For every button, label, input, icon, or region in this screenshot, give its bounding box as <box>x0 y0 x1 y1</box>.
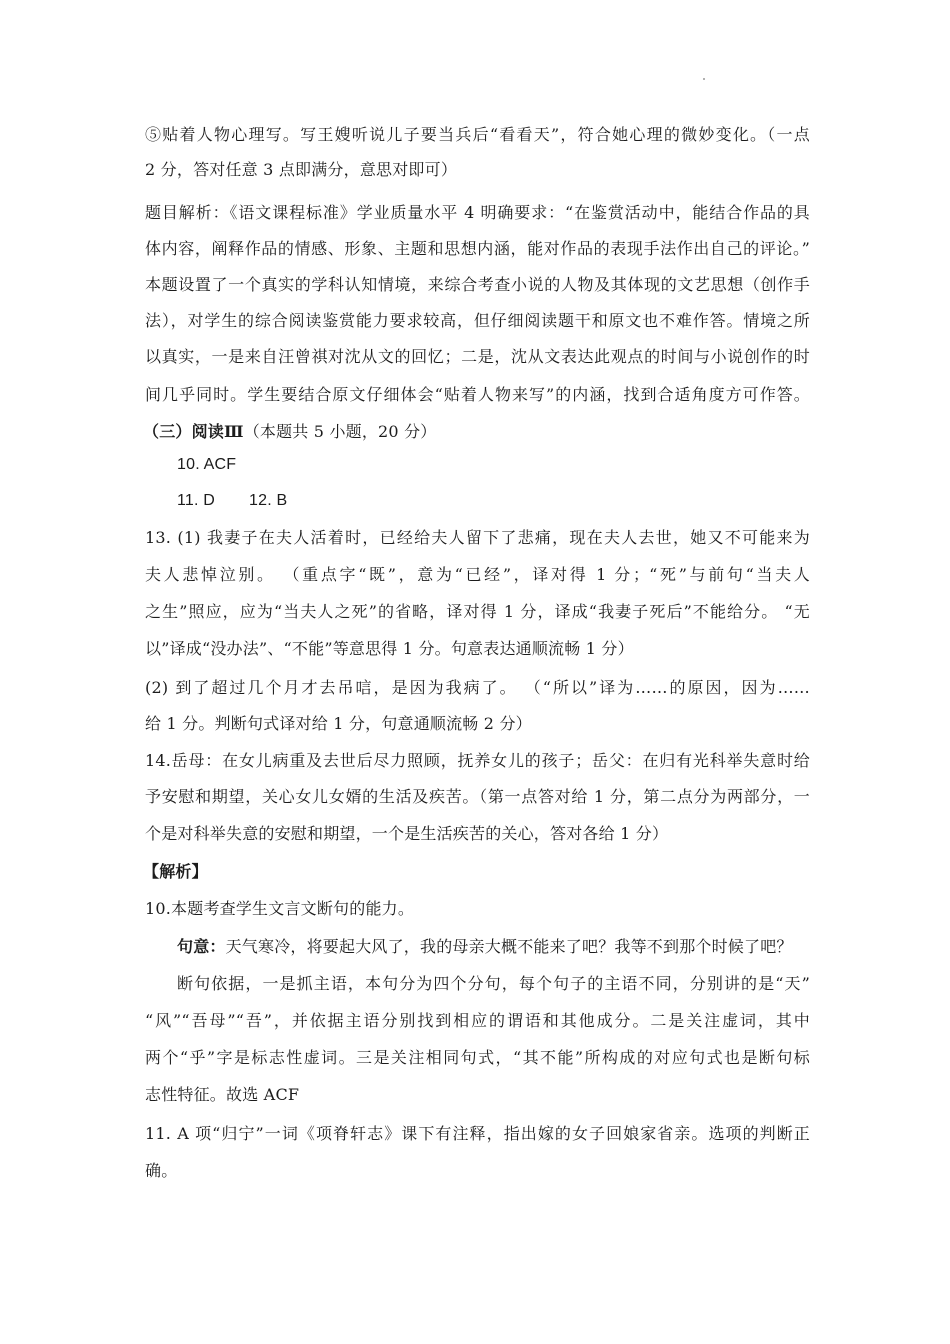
answer-13-line: (2) 到了超过几个月才去吊唁，是因为我病了。 （“所以”译为……的原因，因为…… <box>145 678 810 697</box>
answer-11: 11. D <box>177 492 216 509</box>
section-note: （本题共 5 小题，20 分） <box>243 422 437 441</box>
answer-13-line: 之生”照应，应为“当夫人之死”的省略，译对得 1 分，译成“我妻子死后”不能给分。 “无 <box>145 602 810 621</box>
analysis-11-line: 11. A 项“归宁”一词《项脊轩志》课下有注释，指出嫁的女子回娘家省亲。选项的判断正 <box>145 1124 810 1143</box>
answer-12: 12. B <box>249 492 288 509</box>
answer-13-line: 夫人悲悼泣别。 （重点字“既”，意为“已经”，译对得 1 分；“死”与前句“当夫人 <box>145 565 810 584</box>
answer-13-line: 给 1 分。判断句式译对给 1 分，句意通顺流畅 2 分） <box>145 714 532 733</box>
analysis-line: 志性特征。故选 ACF <box>145 1085 300 1104</box>
analysis-heading: 【解析】 <box>143 862 208 881</box>
analysis-line: 本题设置了一个真实的学科认知情境，来综合考查小说的人物及其体现的文艺思想（创作手 <box>145 275 810 294</box>
section-heading: （三）阅读Ⅲ <box>143 422 244 441</box>
answer-14-line: 予安慰和期望，关心女儿女婿的生活及疾苦。（第一点答对给 1 分，第二点分为两部分，一 <box>145 787 810 806</box>
answer-line: 2 分，答对任意 3 点即满分，意思对即可） <box>145 160 458 179</box>
scan-speck <box>703 78 705 80</box>
analysis-line: “风”“吾母”“吾”，并依据主语分别找到相应的谓语和其他成分。二是关注虚词，其中 <box>145 1011 810 1030</box>
answer-14-line: 个是对科举失意的安慰和期望，一个是生活疾苦的关心，答对各给 1 分） <box>145 824 669 843</box>
analysis-line: 题目解析：《语文课程标准》学业质量水平 4 明确要求：“在鉴赏活动中，能结合作品的具 <box>145 203 810 222</box>
answer-line: ⑤贴着人物心理写。写王嫂听说儿子要当兵后“看看天”，符合她心理的微妙变化。（一点 <box>145 125 810 144</box>
answer-10: 10. ACF <box>177 456 237 473</box>
analysis-line: 体内容，阐释作品的情感、形象、主题和思想内涵，能对作品的表现手法作出自己的评论。” <box>145 239 810 258</box>
analysis-line: 两个“乎”字是标志性虚词。三是关注相同句式，“其不能”所构成的对应句式也是断句标 <box>145 1048 810 1067</box>
section-title <box>143 420 808 444</box>
analysis-line: 断句依据，一是抓主语，本句分为四个分句，每个句子的主语不同，分别讲的是“天” <box>177 974 810 993</box>
answer-13-line: 以”译成“没办法”、“不能”等意思得 1 分。句意表达通顺流畅 1 分） <box>145 639 634 658</box>
answer-14-line: 14.岳母：在女儿病重及去世后尽力照顾，抚养女儿的孩子；岳父：在归有光科举失意时给 <box>145 751 810 770</box>
analysis-line: 法），对学生的综合阅读鉴赏能力要求较高，但仔细阅读题干和原文也不难作答。情境之所 <box>145 311 810 330</box>
answer-13-line: 13. (1) 我妻子在夫人活着时，已经给夫人留下了悲痛，现在夫人去世，她又不可能来为 <box>145 528 810 547</box>
analysis-10: 10.本题考查学生文言文断句的能力。 <box>145 899 415 918</box>
sentence-meaning <box>177 935 810 959</box>
sentence-text: 天气寒冷，将要起大风了，我的母亲大概不能来了吧？我等不到那个时候了吧？ <box>225 937 793 956</box>
analysis-line: 以真实，一是来自汪曾祺对沈从文的回忆；二是，沈从文表达此观点的时间与小说创作的时 <box>145 347 810 366</box>
sentence-label: 句意： <box>177 937 226 956</box>
analysis-line: 间几乎同时。学生要结合原文仔细体会“贴着人物来写”的内涵，找到合适角度方可作答。 <box>145 385 810 404</box>
analysis-11-line: 确。 <box>145 1161 178 1180</box>
